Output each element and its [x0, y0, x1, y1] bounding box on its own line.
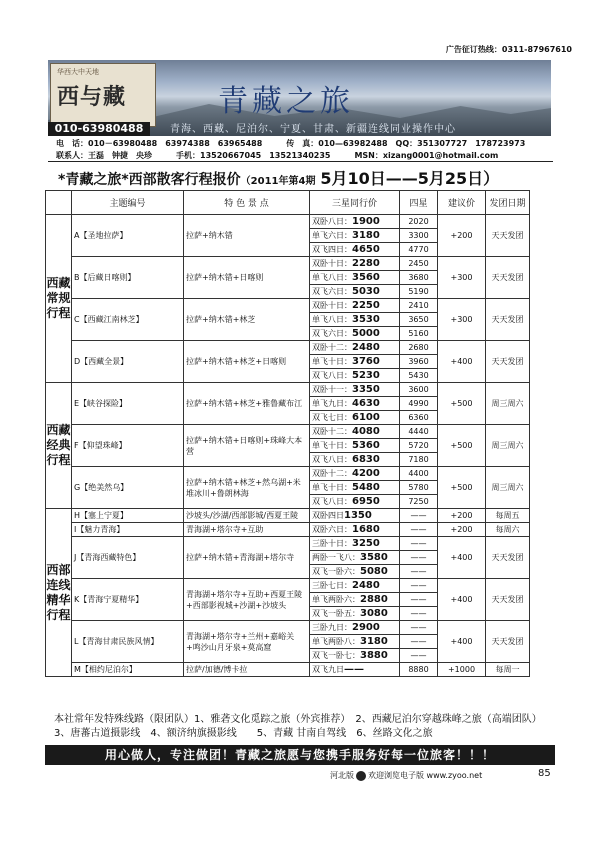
route-features: 拉萨/加德/博卡拉 [184, 663, 310, 677]
duration-label: 双卧四日 [312, 511, 344, 520]
duration-label: 双卧六日： [312, 525, 352, 534]
duration-label: 双飞一卧五： [312, 609, 360, 618]
price-four-star: 3600 [400, 383, 438, 397]
route-name: H【塞上宁夏】 [72, 509, 184, 523]
price-four-star: 4770 [400, 243, 438, 257]
departure-schedule: 天天发团 [486, 579, 530, 621]
title-period: （2011年第4期 [240, 176, 316, 187]
duration-label: 双卧十二： [312, 343, 352, 352]
price-three-star [310, 271, 400, 285]
special-routes-note: 本社常年发特殊线路（限团队）1、雅砻文化觅踪之旅（外宾推荐） 2、西藏尼泊尔穿越珠峰之旅（高端团队） 3、唐蕃古道摄影线 4、额济纳旗摄影线 5、青藏 甘南自驾线 6、丝路文化之旅 [54, 714, 547, 739]
page-number: 85 [538, 768, 551, 779]
departure-schedule: 周三周六 [486, 383, 530, 425]
suggested-price: +400 [438, 341, 486, 383]
price-four-star: 4990 [400, 397, 438, 411]
price-value: 3880 [360, 650, 388, 661]
price-four-star: 5160 [400, 327, 438, 341]
banner-title: 青藏之旅 [218, 84, 354, 119]
price-four-star: 2020 [400, 215, 438, 229]
route-features: 沙坡头/沙湖/西部影城/西夏王陵 [184, 509, 310, 523]
price-four-star: 6360 [400, 411, 438, 425]
price-three-star [310, 663, 400, 677]
price-value: 4200 [352, 468, 380, 479]
departure-schedule: 天天发团 [486, 621, 530, 663]
price-four-star: —— [400, 621, 438, 635]
price-four-star: —— [400, 537, 438, 551]
suggested-price: +500 [438, 467, 486, 509]
duration-label: 双卧十日： [312, 259, 352, 268]
price-value: 6830 [352, 454, 380, 465]
logo [50, 63, 156, 127]
duration-label: 单飞九日： [312, 399, 352, 408]
duration-label: 双飞八日： [312, 371, 352, 380]
title-main: *青藏之旅*西部散客行程报价 [58, 172, 241, 188]
price-four-star: —— [400, 593, 438, 607]
suggested-price: +500 [438, 425, 486, 467]
route-name: I【魅力青海】 [72, 523, 184, 537]
suggested-price: +300 [438, 257, 486, 299]
route-features: 拉萨+纳木错+林芝 [184, 299, 310, 341]
globe-icon [356, 771, 366, 781]
price-value: 6100 [352, 412, 380, 423]
route-name: D【西藏全景】 [72, 341, 184, 383]
price-three-star [310, 327, 400, 341]
duration-label: 双飞七日： [312, 413, 352, 422]
title-dates: 5月10日——5月25日） [320, 169, 500, 188]
price-value: 3580 [360, 552, 388, 563]
header-route: 主题编号 [72, 191, 184, 215]
duration-label: 双卧十二： [312, 469, 352, 478]
table-row [46, 537, 530, 551]
price-three-star [310, 495, 400, 509]
departure-schedule: 每周一 [486, 663, 530, 677]
price-value: 4080 [352, 426, 380, 437]
route-features: 青海湖+塔尔寺+兰州+嘉峪关+鸣沙山月牙泉+莫高窟 [184, 621, 310, 663]
duration-label: 双卧十日： [312, 301, 352, 310]
table-row [46, 523, 530, 537]
header-suggest: 建议价 [438, 191, 486, 215]
price-value: 5230 [352, 370, 380, 381]
duration-label: 三卧九日： [312, 623, 352, 632]
duration-label: 单飞六日： [312, 231, 352, 240]
price-value: 4630 [352, 398, 380, 409]
table-row [46, 621, 530, 635]
price-three-star [310, 215, 400, 229]
price-value: 5000 [352, 328, 380, 339]
route-features: 拉萨+纳木错 [184, 215, 310, 257]
route-features: 青海湖+塔尔寺+互助 [184, 523, 310, 537]
duration-label: 单飞十日： [312, 441, 352, 450]
suggested-price: +200 [438, 215, 486, 257]
logo-small-text: 华西大中天地 [57, 68, 99, 76]
price-table [45, 190, 530, 677]
header-features: 特 色 景 点 [184, 191, 310, 215]
duration-label: 双飞一卧六： [312, 567, 360, 576]
price-value: 3250 [352, 538, 380, 549]
price-four-star: 4440 [400, 425, 438, 439]
price-four-star: —— [400, 649, 438, 663]
departure-schedule: 每周六 [486, 523, 530, 537]
price-three-star [310, 509, 400, 523]
duration-label: 双飞四日： [312, 245, 352, 254]
price-four-star: 3300 [400, 229, 438, 243]
banner-subtitle: 青海、西藏、尼泊尔、宁夏、甘肃、新疆连线同业操作中心 [170, 124, 456, 135]
price-value: 4650 [352, 244, 380, 255]
route-features: 拉萨+纳木错+青海湖+塔尔寺 [184, 537, 310, 579]
price-three-star [310, 621, 400, 635]
header-price3: 三星同行价 [310, 191, 400, 215]
route-name: C【西藏江南林芝】 [72, 299, 184, 341]
price-three-star [310, 369, 400, 383]
price-four-star: 5720 [400, 439, 438, 453]
price-value: 5080 [360, 566, 388, 577]
price-value: —— [344, 664, 364, 675]
departure-schedule: 天天发团 [486, 257, 530, 299]
route-name: B【后藏日喀则】 [72, 257, 184, 299]
price-three-star [310, 467, 400, 481]
duration-label: 双卧十一： [312, 385, 352, 394]
table-row [46, 467, 530, 481]
price-three-star [310, 579, 400, 593]
route-features: 拉萨+纳木错+林芝+日喀则 [184, 341, 310, 383]
suggested-price: +500 [438, 383, 486, 425]
route-name: G【绝美然乌】 [72, 467, 184, 509]
route-name: J【青海西藏特色】 [72, 537, 184, 579]
price-four-star: —— [400, 579, 438, 593]
table-row [46, 663, 530, 677]
price-three-star [310, 257, 400, 271]
price-value: 3560 [352, 272, 380, 283]
price-three-star [310, 565, 400, 579]
duration-label: 单飞十日： [312, 357, 352, 366]
price-four-star: —— [400, 607, 438, 621]
price-three-star [310, 229, 400, 243]
route-name: K【青海宁夏精华】 [72, 579, 184, 621]
price-value: 5480 [352, 482, 380, 493]
route-name: A【圣地拉萨】 [72, 215, 184, 257]
price-three-star [310, 285, 400, 299]
price-four-star: 2680 [400, 341, 438, 355]
contact-persons: 联系人：王磊 钟捷 央珍 手机：13520667045 13521340235 MSN：xizang0001@hotmail.com [56, 151, 499, 160]
duration-label: 两卧一飞八： [312, 553, 360, 562]
table-row [46, 257, 530, 271]
price-three-star [310, 243, 400, 257]
header-price4: 四星 [400, 191, 438, 215]
table-row [46, 215, 530, 229]
price-four-star: 4400 [400, 467, 438, 481]
table-row [46, 341, 530, 355]
suggested-price: +400 [438, 579, 486, 621]
price-three-star [310, 355, 400, 369]
duration-label: 双卧十二： [312, 427, 352, 436]
table-header-row [46, 191, 530, 215]
price-three-star [310, 397, 400, 411]
suggested-price: +400 [438, 537, 486, 579]
duration-label: 双飞八日： [312, 497, 352, 506]
price-four-star: 3680 [400, 271, 438, 285]
price-value: 6950 [352, 496, 380, 507]
route-features: 拉萨+纳木错+日喀则 [184, 257, 310, 299]
price-three-star [310, 523, 400, 537]
suggested-price: +200 [438, 509, 486, 523]
table-row [46, 509, 530, 523]
price-value: 3180 [360, 636, 388, 647]
departure-schedule: 周三周六 [486, 467, 530, 509]
price-four-star: 7250 [400, 495, 438, 509]
contact-phones: 电 话：010－63980488 63974388 63965488 传 真：010—63982488 QQ：351307727 178723973 [56, 139, 526, 148]
price-four-star: 5780 [400, 481, 438, 495]
price-three-star [310, 411, 400, 425]
price-value: 2280 [352, 258, 380, 269]
duration-label: 三卧七日： [312, 581, 352, 590]
header-depart: 发团日期 [486, 191, 530, 215]
departure-schedule: 天天发团 [486, 537, 530, 579]
footer [330, 770, 482, 781]
price-three-star [310, 649, 400, 663]
footer-edition: 河北版 [330, 771, 354, 780]
duration-label: 单飞八日： [312, 273, 352, 282]
price-four-star: 2410 [400, 299, 438, 313]
suggested-price: +300 [438, 299, 486, 341]
category-cell: 西藏常规行程 [46, 215, 72, 383]
logo-text: 西与藏 [57, 84, 127, 110]
price-four-star: —— [400, 635, 438, 649]
price-three-star [310, 425, 400, 439]
price-three-star [310, 537, 400, 551]
header-blank [46, 191, 72, 215]
price-three-star [310, 383, 400, 397]
slogan-bar: 用心做人，专注做团！青藏之旅愿与您携手服务好每一位旅客！！！ [45, 745, 555, 765]
route-name: M【相约尼泊尔】 [72, 663, 184, 677]
price-three-star [310, 313, 400, 327]
price-four-star: 3960 [400, 355, 438, 369]
suggested-price: +1000 [438, 663, 486, 677]
route-name: L【青海甘肃民族风情】 [72, 621, 184, 663]
table-body [46, 215, 530, 677]
duration-label: 单飞两卧六： [312, 595, 360, 604]
route-features: 拉萨+纳木错+日喀则+珠峰大本营 [184, 425, 310, 467]
price-three-star [310, 481, 400, 495]
price-three-star [310, 299, 400, 313]
price-value: 3530 [352, 314, 380, 325]
duration-label: 双飞九日 [312, 665, 344, 674]
price-value: 3080 [360, 608, 388, 619]
table-row [46, 383, 530, 397]
price-three-star [310, 607, 400, 621]
duration-label: 双飞一卧七： [312, 651, 360, 660]
route-name: F【仰望珠峰】 [72, 425, 184, 467]
page-title [58, 166, 499, 189]
price-four-star: 8880 [400, 663, 438, 677]
price-three-star [310, 341, 400, 355]
route-name: E【峡谷探险】 [72, 383, 184, 425]
duration-label: 单飞两卧八： [312, 637, 360, 646]
departure-schedule: 天天发团 [486, 215, 530, 257]
price-value: 1350 [344, 510, 372, 521]
price-four-star: 3650 [400, 313, 438, 327]
table-row [46, 425, 530, 439]
departure-schedule: 天天发团 [486, 341, 530, 383]
price-three-star [310, 551, 400, 565]
duration-label: 三卧十日： [312, 539, 352, 548]
price-value: 2880 [360, 594, 388, 605]
footer-site: 欢迎浏览电子版 www.zyoo.net [368, 771, 483, 780]
price-value: 3760 [352, 356, 380, 367]
ad-hotline: 广告征订热线：0311-87967610 [445, 45, 572, 54]
price-value: 3350 [352, 384, 380, 395]
price-four-star: 7180 [400, 453, 438, 467]
table-row [46, 299, 530, 313]
price-four-star: 2450 [400, 257, 438, 271]
suggested-price: +400 [438, 621, 486, 663]
duration-label: 双卧八日： [312, 217, 352, 226]
duration-label: 双飞八日： [312, 455, 352, 464]
duration-label: 单飞十日： [312, 483, 352, 492]
divider [48, 161, 553, 162]
category-cell: 西部连线精华行程 [46, 509, 72, 677]
price-value: 2250 [352, 300, 380, 311]
duration-label: 双飞六日： [312, 329, 352, 338]
price-three-star [310, 439, 400, 453]
table-row [46, 579, 530, 593]
duration-label: 单飞八日： [312, 315, 352, 324]
duration-label: 双飞六日： [312, 287, 352, 296]
price-value: 2480 [352, 580, 380, 591]
price-three-star [310, 593, 400, 607]
price-value: 2480 [352, 342, 380, 353]
price-three-star [310, 635, 400, 649]
price-four-star: —— [400, 565, 438, 579]
banner-phone: 010-63980488 [48, 122, 150, 136]
price-value: 5360 [352, 440, 380, 451]
price-value: 1680 [352, 524, 380, 535]
route-features: 青海湖+塔尔寺+互助+西夏王陵+西部影视城+沙湖+沙坡头 [184, 579, 310, 621]
price-four-star: —— [400, 523, 438, 537]
route-features: 拉萨+纳木错+林芝+雅鲁藏布江 [184, 383, 310, 425]
price-four-star: —— [400, 509, 438, 523]
price-three-star [310, 453, 400, 467]
price-value: 5030 [352, 286, 380, 297]
departure-schedule: 周三周六 [486, 425, 530, 467]
price-value: 1900 [352, 216, 380, 227]
suggested-price: +200 [438, 523, 486, 537]
price-value: 3180 [352, 230, 380, 241]
price-value: 2900 [352, 622, 380, 633]
route-features: 拉萨+纳木错+林芝+然乌湖+米堆冰川+鲁朗林海 [184, 467, 310, 509]
price-four-star: 5190 [400, 285, 438, 299]
departure-schedule: 每周五 [486, 509, 530, 523]
price-four-star: —— [400, 551, 438, 565]
departure-schedule: 天天发团 [486, 299, 530, 341]
category-cell: 西藏经典行程 [46, 383, 72, 509]
price-four-star: 5430 [400, 369, 438, 383]
